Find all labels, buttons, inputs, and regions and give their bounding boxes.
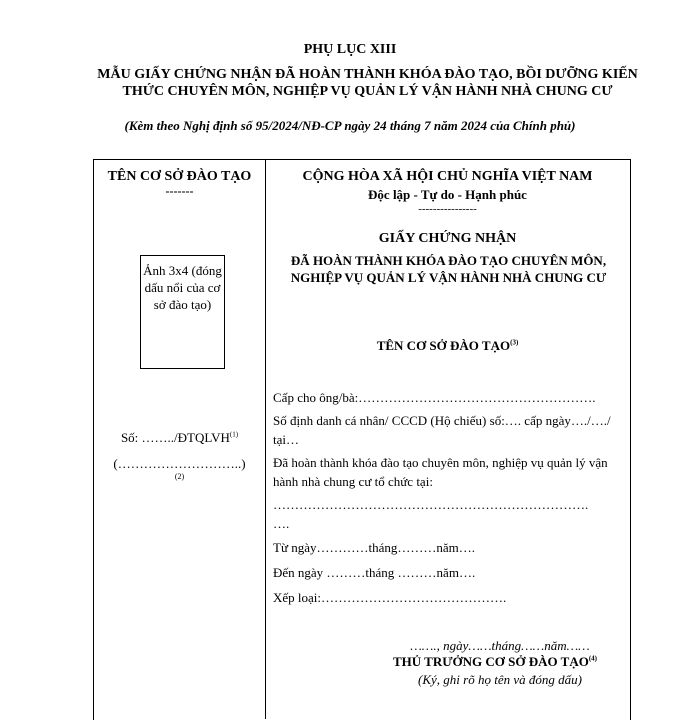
left-org-dash: ------- (165, 184, 194, 198)
national-motto: Độc lập - Tự do - Hạnh phúc (368, 187, 527, 202)
head-title-line (360, 654, 630, 670)
motto-dash: ---------------- (418, 203, 477, 215)
training-place-dots-end: …. (273, 516, 290, 531)
number-label: Số: ……../ĐTQLVH (120, 430, 230, 445)
photo-placeholder-text: Ảnh 3x4 (đóng dấu nổi của cơ sở đào tạo) (143, 263, 222, 312)
form-title: MẪU GIẤY CHỨNG NHẬN ĐÃ HOÀN THÀNH KHÓA ĐÀO TẠO, BỒI DƯỠNG KIẾN THỨC CHUYÊN MÔN, NGHIỆP VỤ QUẢN LÝ VẬN HÀNH NHÀ CHUNG CƯ (97, 67, 638, 99)
certificate-number (94, 430, 265, 446)
appendix-title: PHỤ LỤC XIII (303, 42, 397, 57)
signature-note: (Ký, ghi rõ họ tên và đóng dấu) (418, 672, 582, 687)
left-org-name: TÊN CƠ SỞ ĐÀO TẠO (107, 169, 252, 184)
completed-training-line: Đã hoàn thành khóa đào tạo chuyên môn, nghiệp vụ quản lý vận hành nhà chung cư tổ chức tại: (273, 455, 608, 489)
head-note: (4) (588, 654, 598, 663)
rank-line: Xếp loại:……………………………………. (273, 590, 507, 605)
certificate-subtitle: ĐÃ HOÀN THÀNH KHÓA ĐÀO TẠO CHUYÊN MÔN, NGHIỆP VỤ QUẢN LÝ VẬN HÀNH NHÀ CHUNG CƯ (290, 253, 607, 285)
right-org-note: (3) (510, 338, 519, 347)
photo-box (140, 255, 225, 369)
field-note: (2) (174, 472, 185, 481)
to-date-line: Đến ngày ………tháng ………năm…. (273, 565, 476, 580)
issued-to-line: Cấp cho ông/bà:………………………………………………. (273, 390, 596, 405)
from-date-line: Từ ngày…………tháng………năm…. (273, 540, 476, 555)
place-date-line: ……., ngày……tháng……năm…… (410, 638, 590, 653)
right-org-name: TÊN CƠ SỞ ĐÀO TẠO (376, 338, 511, 353)
certificate-title: GIẤY CHỨNG NHẬN (378, 231, 517, 246)
head-title: THỦ TRƯỞNG CƠ SỞ ĐÀO TẠO (392, 654, 589, 669)
decree-reference: (Kèm theo Nghị định số 95/2024/NĐ-CP ngày 24 tháng 7 năm 2024 của Chính phủ) (124, 118, 576, 133)
number-note: (1) (229, 430, 239, 439)
number-field: (………………………..) (113, 456, 246, 471)
training-place-dots: ………………………………………………………………. (273, 497, 589, 512)
nation-name: CỘNG HÒA XÃ HỘI CHỦ NGHĨA VIỆT NAM (302, 169, 593, 184)
id-number-line: Số định danh cá nhân/ CCCD (Hộ chiếu) số:…. cấp ngày…./…./ tại… (273, 413, 611, 447)
right-org-line (266, 338, 629, 354)
